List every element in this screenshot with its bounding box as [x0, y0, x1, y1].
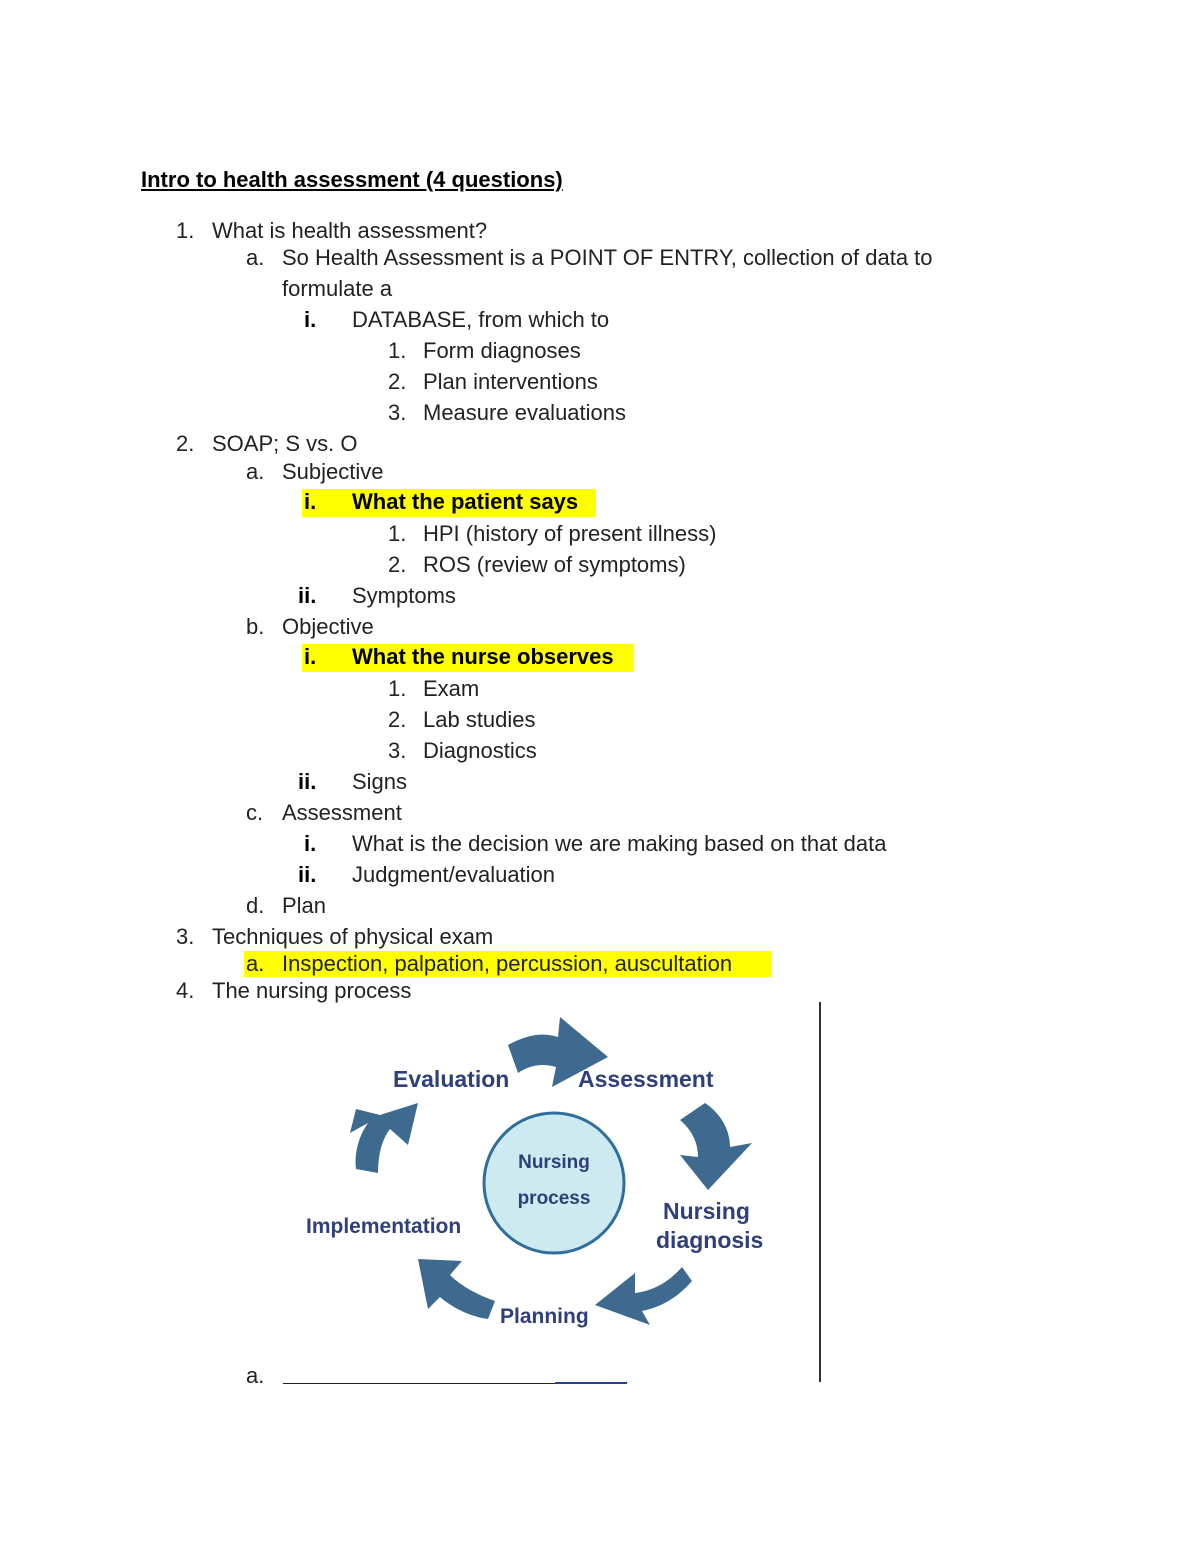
- step-diagnosis-line1: Nursing: [663, 1198, 750, 1224]
- highlight-techniques: a. Inspection, palpation, percussion, auscultation: [244, 951, 771, 977]
- highlight-patient-says: i. What the patient says: [302, 489, 596, 517]
- question-2-a-i-1: 1. HPI (history of present illness): [388, 521, 717, 546]
- question-2-b-i-2: 2. Lab studies: [388, 707, 536, 732]
- arrow-to-planning: [595, 1267, 692, 1325]
- question-2-a-ii: ii. Symptoms: [298, 583, 456, 608]
- question-1-a-cont: formulate a: [282, 276, 393, 301]
- question-1-a-i-2: 2. Plan interventions: [388, 369, 598, 394]
- arrow-to-implementation: [418, 1259, 495, 1319]
- question-1-a-i-3: 3. Measure evaluations: [388, 400, 627, 425]
- question-2: 2. SOAP; S vs. O: [176, 431, 358, 456]
- question-2-b-i-3: 3. Diagnostics: [388, 738, 537, 763]
- question-4-a: a.: [246, 1363, 265, 1388]
- question-2-a-i-2: 2. ROS (review of symptoms): [388, 552, 686, 577]
- question-1-a-i-1: 1. Form diagnoses: [388, 338, 581, 363]
- step-implementation: Implementation: [306, 1215, 462, 1238]
- question-3: 3. Techniques of physical exam: [176, 924, 494, 949]
- arrow-to-evaluation: [350, 1103, 418, 1173]
- answer-blank-line: [283, 1383, 555, 1384]
- question-1-a: a. So Health Assessment is a POINT OF ENTRY, collection of data to: [246, 245, 933, 270]
- arrow-to-diagnosis: [680, 1103, 752, 1190]
- answer-blank-link: [555, 1382, 627, 1384]
- question-1: 1. What is health assessment?: [176, 218, 488, 243]
- step-planning: Planning: [500, 1305, 589, 1328]
- question-4: 4. The nursing process: [176, 978, 412, 1003]
- step-diagnosis-line2: diagnosis: [656, 1227, 764, 1253]
- question-2-b-ii: ii. Signs: [298, 769, 408, 794]
- question-2-b-i-1: 1. Exam: [388, 676, 480, 701]
- center-label-line1: Nursing: [518, 1152, 590, 1173]
- nursing-process-diagram: [290, 1005, 790, 1355]
- center-label-line2: process: [517, 1188, 591, 1209]
- question-2-c-ii: ii. Judgment/evaluation: [298, 862, 556, 887]
- step-evaluation: Evaluation: [393, 1066, 510, 1092]
- page-title: Intro to health assessment (4 questions): [141, 167, 563, 192]
- center-circle: [484, 1113, 624, 1253]
- question-1-a-i: i. DATABASE, from which to: [304, 307, 610, 332]
- question-2-a: a. Subjective: [246, 459, 384, 484]
- vertical-divider: [819, 1002, 821, 1382]
- question-2-d: d. Plan: [246, 893, 327, 918]
- question-2-c: c. Assessment: [246, 800, 402, 825]
- question-2-b: b. Objective: [246, 614, 374, 639]
- step-assessment: Assessment: [578, 1066, 714, 1092]
- highlight-nurse-observes: i. What the nurse observes: [302, 644, 634, 672]
- question-2-c-i: i. What is the decision we are making based on that data: [304, 831, 887, 856]
